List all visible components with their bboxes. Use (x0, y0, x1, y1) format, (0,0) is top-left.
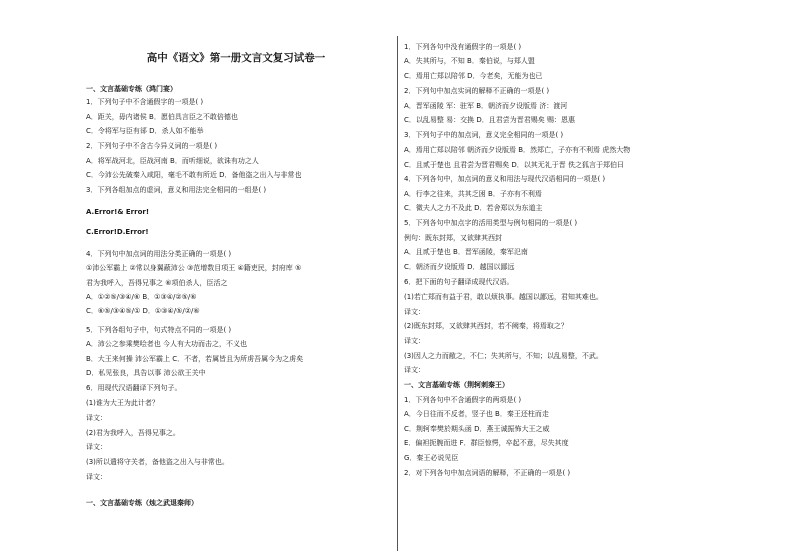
text-line: G．秦王必说见臣 (404, 454, 459, 462)
text-line: B．大王来何操 沛公军霸上 C．不者，若属皆且为所虏吾属今为之虏矣 (86, 355, 304, 363)
text-line: C．焉用亡郑以陪邻 D．今老矣，无能为也已 (404, 72, 543, 80)
text-line: A．失其所与，不知 B．秦伯说，与郑人盟 (404, 57, 535, 65)
column-divider (397, 36, 398, 551)
text-line: 译文： (404, 308, 425, 316)
text-line: C.Error!D.Error! (86, 228, 149, 236)
text-line: C．微夫人之力不及此 D．若舍郑以为东道主 (404, 204, 543, 212)
text-line: A.Error!& Error! (86, 208, 150, 216)
text-line: A．晋军函陵 军：驻军 B．朝济而夕设版焉 济：渡河 (404, 102, 568, 110)
text-line: A．且贰于楚也 B．晋军函陵，秦军氾南 (404, 248, 528, 256)
text-line: C．荆轲奉樊於期头函 D．燕王诚振怖大王之威 (404, 425, 550, 433)
text-line: (3)所以遣将守关者，备他盗之出入与非常也。 (86, 458, 229, 466)
text-line: 例句：既东封郑，又欲肆其西封 (404, 234, 502, 242)
text-line: 2．下列句中加点实词的解释不正确的一项是( ) (404, 87, 550, 95)
text-line: 3．下列各组加点的虚词，意义和用法完全相同的一组是( ) (86, 186, 267, 194)
section-heading: 一、文言基础专练（烛之武退秦师） (86, 499, 198, 507)
text-line: C．以乱易整 易：交换 D．且君尝为晋君赐矣 赐：恩惠 (404, 116, 575, 124)
text-line: A．行李之往来，共其乏困 B．子亦有不利焉 (404, 190, 542, 198)
text-line: A．将军战河北，臣战河南 B．而听细说，欲诛有功之人 (86, 157, 259, 165)
text-line: 译文： (86, 443, 107, 451)
page-title: 高中《语文》第一册文言文复习试卷一 (146, 52, 326, 64)
text-line: 译文： (404, 366, 425, 374)
text-line: ①沛公军霸上 ②常以身翼蔽沛公 ③范增数目项王 ④籍吏民，封府库 ⑤ (86, 264, 302, 272)
text-line: C．⑥⑤/③④⑤/① D．①③④/⑤/②/⑥ (86, 307, 200, 315)
text-line: (2)君为我呼入，吾得兄事之。 (86, 429, 180, 437)
text-line: 6．用现代汉语翻译下列句子。 (86, 384, 182, 392)
section-heading: 一、文言基础专练（荆轲刺秦王） (404, 381, 509, 389)
text-line: A．今日往而不反者，竖子也 B．秦王还柱而走 (404, 410, 549, 418)
text-line: A．焉用亡郑以陪邻 朝济而夕设版焉 B．然郑亡，子亦有不利焉 虎然大物 (404, 146, 631, 154)
text-line: (1)谁为大王为此计者？ (86, 399, 159, 407)
text-line: A．①②⑤/③④/⑥ B．①③④/②⑤/⑥ (86, 293, 197, 301)
text-line: 5．下列各组句子中，句式特点不同的一项是( ) (86, 326, 232, 334)
text-line: 1．下列各句中没有通假字的一项是( ) (404, 43, 522, 51)
text-line: C．且贰于楚也 且君尝为晋君赐矣 D．以其无礼于晋 佚之狐言于郑伯曰 (404, 161, 624, 169)
text-line: C．令将军与臣有郤 D．杀人如不能举 (86, 127, 204, 135)
text-line: C．朝济而夕设版焉 D．越国以鄙远 (404, 263, 515, 271)
text-line: (1)若亡郑而有益于君，敢以烦执事。越国以鄙远，君知其难也。 (404, 293, 603, 301)
text-line: (2)既东封郑，又欲肆其西封，若不阙秦，将焉取之？ (404, 322, 568, 330)
text-line: 2．下列句子中不含古今异义词的一项是( ) (86, 142, 218, 150)
text-line: A．沛公之参乘樊哙者也 今人有大功而击之，不义也 (86, 340, 248, 348)
text-line: 5．下列各句中加点字的活用类型与例句相同的一项是( ) (404, 219, 578, 227)
text-line: 2．对下列各句中加点词语的解释，不正确的一项是( ) (404, 469, 571, 477)
text-line: 1．下列句子中不含通假字的一项是( ) (86, 98, 204, 106)
text-line: 1．下列各句中不含通假字的两项是( ) (404, 396, 522, 404)
text-line: E．偏袒扼腕而进 F．群臣惊愕，卒起不意，尽失其度 (404, 439, 569, 447)
text-line: 6．把下面的句子翻译成现代汉语。 (404, 278, 514, 286)
text-line: C．今沛公先破秦入咸阳，毫毛不敢有所近 D．备他盗之出入与非常也 (86, 171, 302, 179)
text-line: A．距关，毋内诸侯 B．愿伯具言臣之不敢倍德也 (86, 113, 238, 121)
text-line: 译文： (86, 414, 107, 422)
text-line: 3．下列句子中的加点词，意义完全相同的一项是( ) (404, 131, 564, 139)
text-line: 4．下列句中加点词的用法分类正确的一项是( ) (86, 250, 232, 258)
section-heading: 一、文言基础专练（鸿门宴） (86, 85, 177, 93)
text-line: 译文： (86, 473, 107, 481)
text-line: (3)因人之力而敝之，不仁；失其所与，不知；以乱易整，不武。 (404, 352, 603, 360)
text-line: 4．下列各句中，加点词的意义和用法与现代汉语相同的一项是( ) (404, 175, 606, 183)
text-line: 君为我呼入，吾得兄事之 ⑥项伯杀人，臣活之 (86, 279, 228, 287)
text-line: 译文： (404, 337, 425, 345)
text-line: D．私见张良，具告以事 沛公欲王关中 (86, 369, 206, 377)
